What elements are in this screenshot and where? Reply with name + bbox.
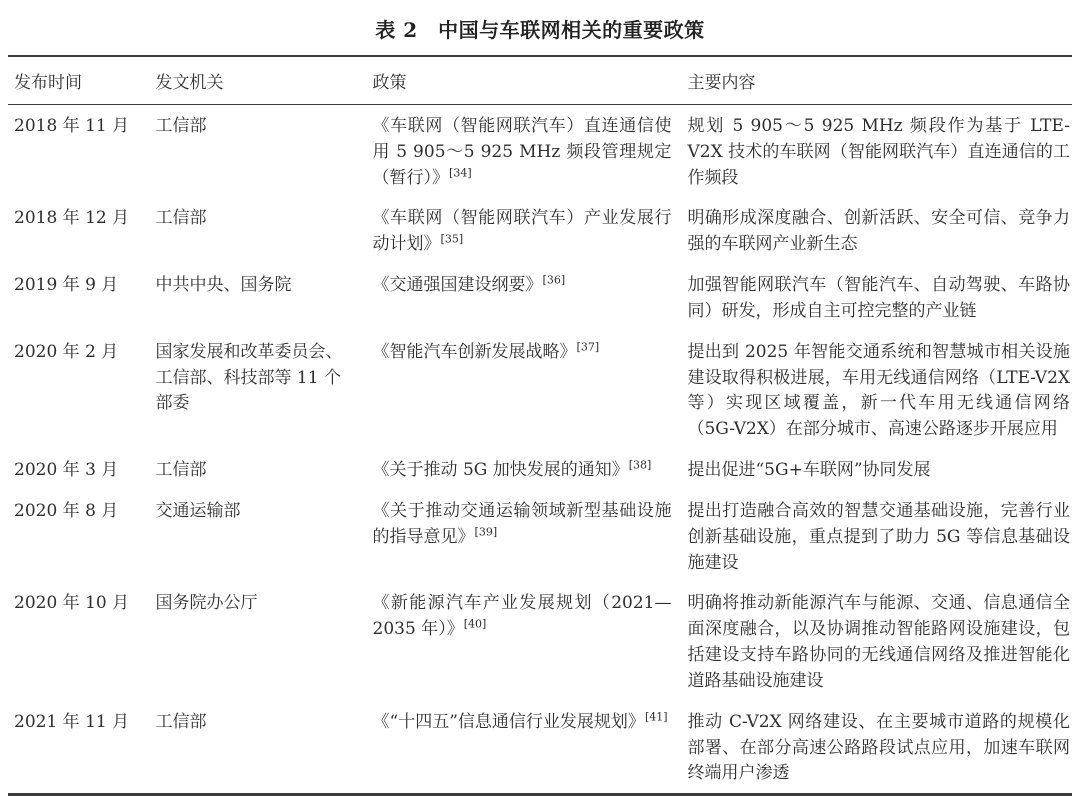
table-row	[8, 490, 1072, 582]
table-row	[8, 264, 1072, 331]
table-row	[8, 331, 1072, 449]
reference-superscript: [36]	[542, 273, 566, 287]
policy-name: 《智能汽车创新发展战略》	[372, 341, 577, 362]
cell-agency: 国务院办公厅	[155, 593, 258, 614]
cell-policy	[367, 582, 682, 700]
table-body	[8, 105, 1072, 795]
table-row	[8, 582, 1072, 700]
policy-name: 《车联网（智能网联汽车）直连通信使用 5 905～5 925 MHz 频段管理规定（暂行）》	[372, 116, 672, 188]
header-policy: 政策	[367, 56, 682, 105]
cell-date: 2020 年 8 月	[14, 500, 119, 521]
cell-policy	[367, 264, 682, 331]
header-agency: 发文机关	[150, 56, 367, 105]
table-row	[8, 197, 1072, 264]
table-row	[8, 105, 1072, 198]
reference-superscript: [38]	[628, 458, 652, 472]
cell-date: 2018 年 12 月	[14, 208, 130, 229]
table-header	[8, 56, 1072, 105]
cell-content: 明确将推动新能源汽车与能源、交通、信息通信全面深度融合，以及协调推动智能路网设施建设，包括建设支持车路协同的无线通信网络及推进智能化道路基础设施建设	[687, 593, 1070, 691]
cell-date: 2019 年 9 月	[14, 275, 119, 296]
header-date: 发布时间	[8, 56, 150, 105]
cell-policy	[367, 701, 682, 795]
policy-table	[8, 55, 1072, 796]
cell-agency: 交通运输部	[155, 500, 241, 521]
cell-content: 推动 C-V2X 网络建设、在主要城市道路的规模化部署、在部分高速公路路段试点应用，加速车联网终端用户渗透	[687, 711, 1070, 784]
policy-name: 《新能源汽车产业发展规划（2021—2035 年）》	[372, 593, 672, 640]
reference-superscript: [39]	[474, 525, 498, 539]
cell-policy	[367, 197, 682, 264]
cell-policy	[367, 105, 682, 198]
reference-superscript: [40]	[463, 617, 487, 631]
cell-agency: 中共中央、国务院	[155, 275, 292, 296]
cell-content: 提出到 2025 年智能交通系统和智慧城市相关设施建设取得积极进展，车用无线通信网络（LTE-V2X 等）实现区域覆盖，新一代车用无线通信网络（5G-V2X）在部分城市、高速公路逐步开展应用	[687, 341, 1070, 440]
cell-date: 2020 年 10 月	[14, 593, 130, 614]
cell-agency: 国家发展和改革委员会、工信部、科技部等 11 个部委	[155, 341, 343, 414]
policy-name: 《车联网（智能网联汽车）产业发展行动计划》	[372, 208, 672, 255]
policy-name: 《交通强国建设纲要》	[372, 275, 543, 296]
cell-date: 2020 年 2 月	[14, 341, 119, 362]
table-caption: 表 2 中国与车联网相关的重要政策	[375, 18, 705, 42]
reference-superscript: [37]	[576, 340, 600, 354]
cell-date: 2020 年 3 月	[14, 460, 119, 481]
cell-policy	[367, 490, 682, 582]
policy-name: 《“十四五”信息通信行业发展规划》	[372, 711, 645, 732]
cell-policy	[367, 449, 682, 490]
cell-content: 提出促进“5G+车联网”协同发展	[687, 460, 931, 481]
header-content: 主要内容	[681, 56, 1072, 105]
cell-agency: 工信部	[155, 116, 207, 136]
cell-date: 2021 年 11 月	[14, 711, 130, 732]
reference-superscript: [41]	[644, 710, 668, 724]
table-row	[8, 449, 1072, 490]
cell-date: 2018 年 11 月	[14, 116, 130, 136]
cell-content: 提出打造融合高效的智慧交通基础设施，完善行业创新基础设施，重点提到了助力 5G 等信息基础设施建设	[687, 500, 1070, 573]
reference-superscript: [35]	[440, 232, 464, 246]
cell-agency: 工信部	[155, 460, 207, 481]
table-row	[8, 701, 1072, 795]
policy-name: 《关于推动交通运输领域新型基础设施的指导意见》	[372, 500, 672, 547]
cell-content: 规划 5 905～5 925 MHz 频段作为基于 LTE-V2X 技术的车联网（智能网联汽车）直连通信的工作频段	[687, 116, 1070, 188]
policy-name: 《关于推动 5G 加快发展的通知》	[372, 460, 629, 481]
cell-content: 加强智能网联汽车（智能汽车、自动驾驶、车路协同）研发，形成自主可控完整的产业链	[687, 275, 1070, 321]
cell-policy	[367, 331, 682, 449]
header-row	[8, 56, 1072, 105]
cell-content: 明确形成深度融合、创新活跃、安全可信、竞争力强的车联网产业新生态	[687, 208, 1070, 255]
cell-agency: 工信部	[155, 208, 207, 229]
reference-superscript: [34]	[449, 166, 472, 179]
cell-agency: 工信部	[155, 711, 207, 732]
